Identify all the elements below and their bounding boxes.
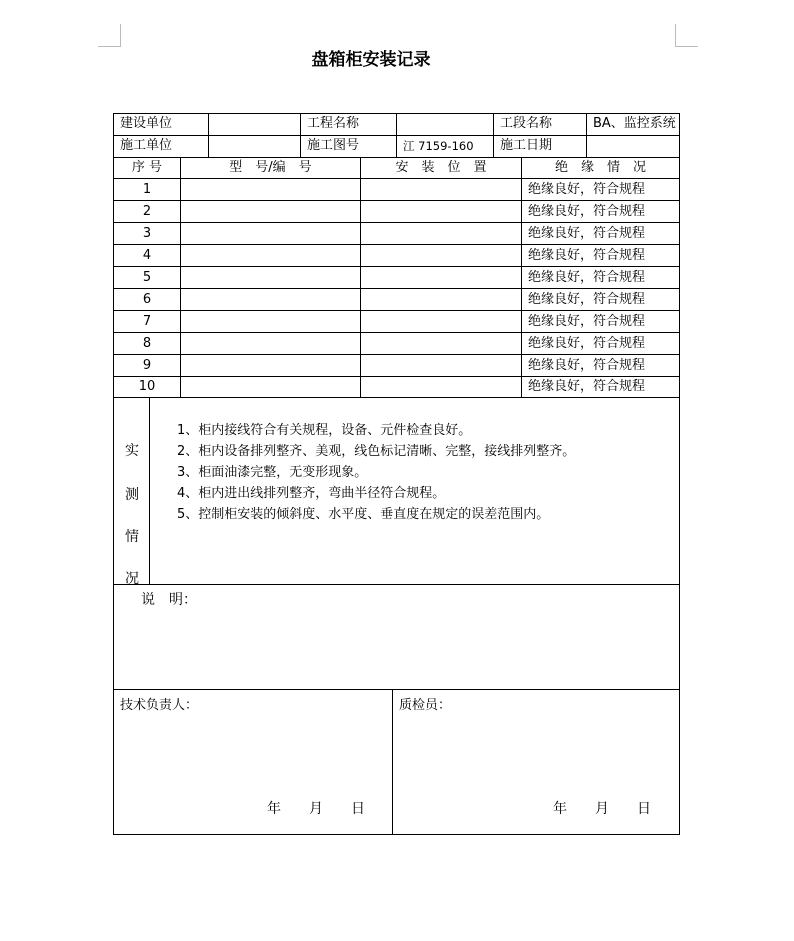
note-line: 1、柜内接线符合有关规程，设备、元件检查良好。: [177, 423, 472, 438]
qc-block: [393, 690, 679, 834]
section-name-label: 工段名称: [494, 114, 587, 135]
qc-label: 质检员：: [399, 698, 452, 713]
table-row: [114, 311, 679, 333]
project-name-field[interactable]: [397, 114, 494, 135]
insulation-cell: 绝缘良好，符合规程: [528, 226, 646, 241]
construction-unit-field[interactable]: [209, 136, 301, 157]
build-unit-label: 建设单位: [114, 114, 209, 135]
crop-mark-top-left: [98, 24, 121, 47]
row-no: 6: [114, 289, 181, 310]
construction-unit-label: 施工单位: [114, 136, 209, 157]
location-cell[interactable]: [361, 377, 522, 397]
row-no: 4: [114, 245, 181, 266]
insulation-cell: 绝缘良好，符合规程: [528, 358, 646, 373]
header-row-2: [114, 136, 679, 158]
model-cell[interactable]: [181, 311, 361, 332]
actual-measurement-label: [114, 398, 150, 587]
drawing-no-label: 施工图号: [301, 136, 397, 157]
tech-lead-label: 技术负责人：: [120, 698, 199, 713]
note-line: 4、柜内进出线排列整齐，弯曲半径符合规程。: [177, 486, 446, 501]
date-label: 施工日期: [494, 136, 587, 157]
location-cell[interactable]: [361, 179, 522, 200]
note-line: 3、柜面油漆完整，无变形现象。: [177, 465, 368, 480]
table-row: [114, 333, 679, 355]
date-field[interactable]: [587, 136, 679, 157]
model-cell[interactable]: [181, 223, 361, 244]
location-cell[interactable]: [361, 267, 522, 288]
remark-label: 说 明：: [141, 592, 197, 608]
insulation-cell: 绝缘良好，符合规程: [528, 292, 646, 307]
location-cell[interactable]: [361, 333, 522, 354]
note-line: 2、柜内设备排列整齐、美观，线色标记清晰、完整，接线排列整齐。: [177, 444, 576, 459]
row-no: 10: [114, 377, 181, 397]
col-header-insulation: 绝 缘 情 况: [554, 160, 646, 175]
project-name-label: 工程名称: [301, 114, 397, 135]
insulation-cell: 绝缘良好，符合规程: [528, 270, 646, 285]
row-no: 8: [114, 333, 181, 354]
qc-date: 年 月 日: [553, 801, 651, 817]
model-cell[interactable]: [181, 201, 361, 222]
header-row-1: [114, 114, 679, 136]
crop-mark-top-right: [675, 24, 698, 47]
section-name-field[interactable]: BA、监控系统: [593, 116, 676, 131]
insulation-cell: 绝缘良好，符合规程: [528, 248, 646, 263]
actual-measurement-section: [114, 398, 679, 585]
signature-section: [114, 690, 679, 834]
row-no: 5: [114, 267, 181, 288]
location-cell[interactable]: [361, 201, 522, 222]
insulation-cell: 绝缘良好，符合规程: [528, 204, 646, 219]
location-cell[interactable]: [361, 245, 522, 266]
table-row: [114, 201, 679, 223]
col-header-no: 序 号: [114, 158, 181, 178]
location-cell[interactable]: [361, 311, 522, 332]
model-cell[interactable]: [181, 333, 361, 354]
insulation-cell: 绝缘良好，符合规程: [528, 182, 646, 197]
record-form: [113, 113, 680, 835]
table-row: [114, 267, 679, 289]
model-cell[interactable]: [181, 267, 361, 288]
build-unit-field[interactable]: [209, 114, 301, 135]
document-title: 盘箱柜安装记录: [311, 50, 431, 70]
row-no: 1: [114, 179, 181, 200]
insulation-cell: 绝缘良好，符合规程: [528, 314, 646, 329]
actual-notes: [177, 420, 575, 525]
table-row: [114, 289, 679, 311]
actual-label-char: 况: [125, 571, 139, 587]
table-row: [114, 223, 679, 245]
table-row: [114, 245, 679, 267]
row-no: 9: [114, 355, 181, 376]
location-cell[interactable]: [361, 223, 522, 244]
tech-lead-date: 年 月 日: [267, 801, 365, 817]
actual-label-char: 测: [125, 487, 139, 503]
model-cell[interactable]: [181, 377, 361, 397]
table-header-row: [114, 158, 679, 179]
insulation-cell: 绝缘良好，符合规程: [528, 336, 646, 351]
col-header-location: 安 装 位 置: [361, 158, 522, 178]
table-row: [114, 355, 679, 377]
model-cell[interactable]: [181, 355, 361, 376]
actual-label-char: 实: [125, 443, 139, 459]
actual-label-char: 情: [125, 529, 139, 545]
row-no: 7: [114, 311, 181, 332]
location-cell[interactable]: [361, 355, 522, 376]
location-cell[interactable]: [361, 289, 522, 310]
insulation-cell: 绝缘良好，符合规程: [528, 379, 646, 394]
drawing-no-field[interactable]: 江 7159-160: [397, 136, 494, 157]
row-no: 2: [114, 201, 181, 222]
col-header-model: 型 号/编 号: [181, 158, 361, 178]
model-cell[interactable]: [181, 245, 361, 266]
table-row: [114, 377, 679, 398]
table-row: [114, 179, 679, 201]
remark-section: [114, 585, 679, 690]
tech-lead-block: [114, 690, 393, 834]
row-no: 3: [114, 223, 181, 244]
model-cell[interactable]: [181, 289, 361, 310]
model-cell[interactable]: [181, 179, 361, 200]
note-line: 5、控制柜安装的倾斜度、水平度、垂直度在规定的误差范围内。: [177, 507, 550, 522]
